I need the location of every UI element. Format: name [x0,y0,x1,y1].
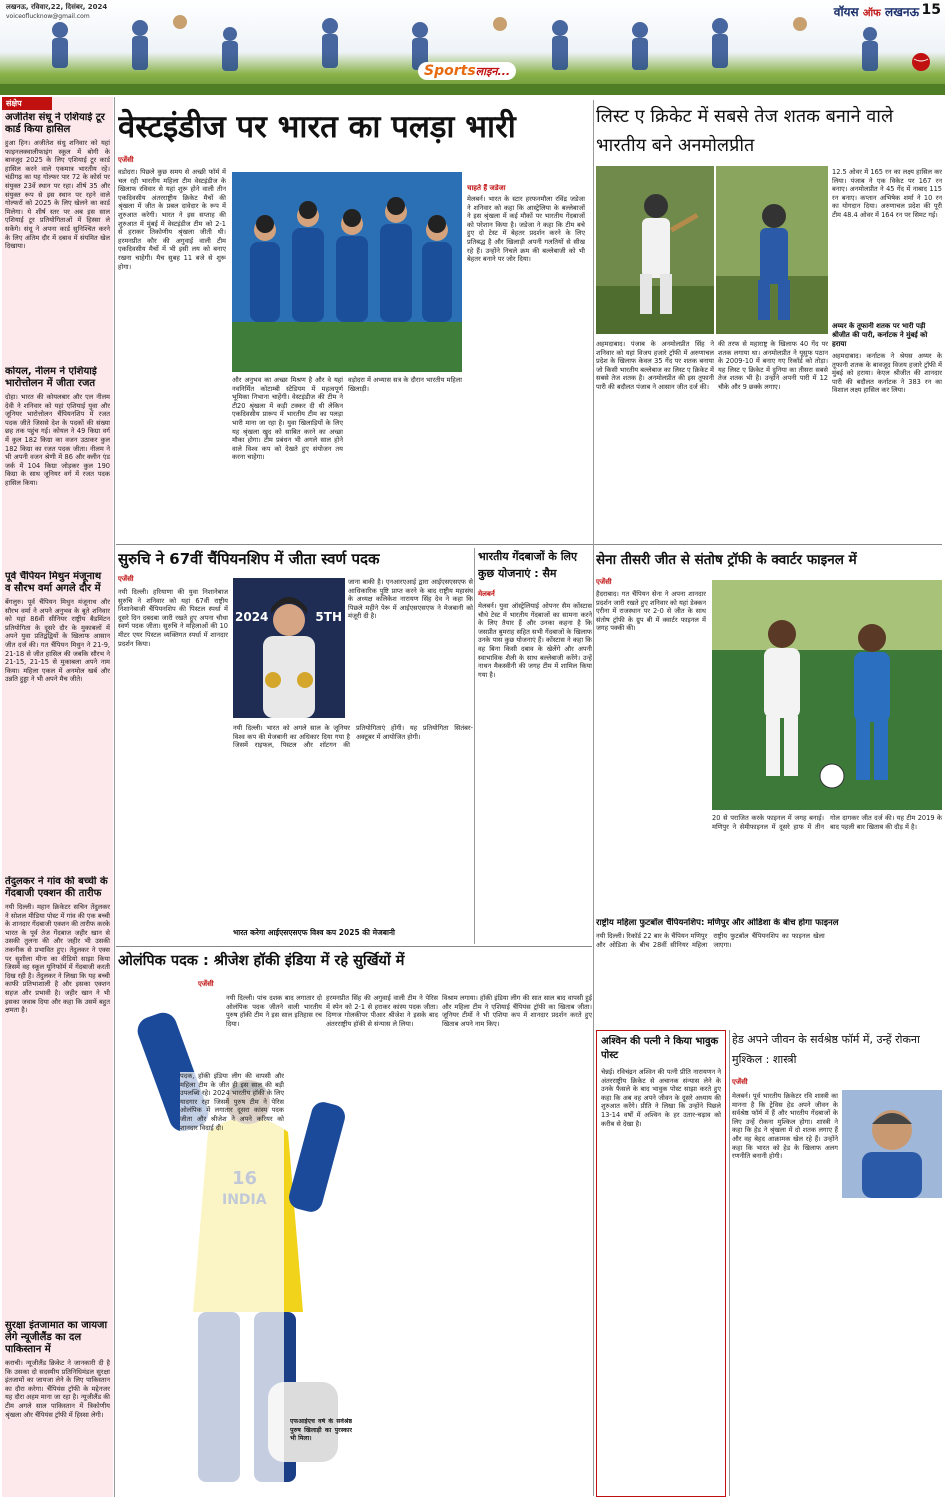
section-logo [418,62,516,80]
brand-c: लखनऊ [884,5,919,19]
womens-football [596,918,942,1028]
lead-headline: वेस्टइंडीज पर भारत का पलड़ा भारी [118,109,516,145]
brief-2 [5,366,110,566]
brief-4-title: तेंदुलकर ने गांव की बच्ची के गेंदबाजी एक्शन की तारीफ [5,876,108,899]
santosh-photo [712,580,942,810]
suruchi-col-1: नयी दिल्ली। हरियाणा की युवा निशानेबाज सुरुचि ने शनिवार को यहां 67वीं राष्ट्रीय निशानेबाजी चैंपियनशिप की पिस्टल स्पर्धा में दूसरे दिन दबदबा जारी रखते हुए अपना चौथा स्वर्ण पदक जीता। सुरुचि ने महिलाओं की 10 मीटर एयर पिस्टल व्यक्तिगत स्पर्धा में शानदार प्रदर्शन किया। [118,588,228,648]
column-rule [114,97,115,1497]
anmol-headline: लिस्ट ए क्रिकेट में सबसे तेज शतक बनाने वाले भारतीय बने अनमोलप्रीत [596,106,894,156]
suruchi-photo-mark: 5TH [315,610,342,624]
shastri-byline-text: एजेंसी [732,1078,748,1086]
anmol-col-1: अहमदाबाद। पंजाब के अनमोलप्रीत सिंह ने शनिवार को यहां विजय हजारे ट्रॉफी में अरुणाचल प्रदेश के खिलाफ केवल 35 गेंद पर शतक बनाया जो किसी भारतीय बल्लेबाज का लिस्ट ए क्रिकेट में सबसे तेज शतक है। अनमोलप्रीत की इस तूफानी पारी की बदौलत पंजाब ने आसान जीत दर्ज की। [596,340,714,391]
brand-a: वॉयस [833,5,859,19]
sidebar-label: संक्षेप [2,97,52,110]
masthead-banner [0,0,945,95]
lead-col-1: वडोदरा। पिछले कुछ समय से अच्छी फॉर्म में चल रही भारतीय महिला टीम वेस्टइंडीज के खिलाफ रविवार से यहां शुरू होने वाली तीन एकदिवसीय अंतरराष्ट्रीय क्रिकेट मैचों की श्रृंखला में जीत के प्रबल दावेदार के रूप में शुरुआत करेगी। भारत ने इस सप्ताह की शुरुआत में मुंबई में वेस्टइंडीज टीम को 2-1 से हराकर तिकोणीय श्रृंखला जीती थी। हरमनप्रीत कौर की अगुवाई वाली टीम एकदिवसीय मैचों में भी इसी लय को बनाए रखना चाहेगी। मैच सुबह 11 बजे से शुरू होगा। [118,168,226,271]
lead-col-2: और अनुभव का अच्छा मिश्रण है और वे यहां नवनिर्मित कोटाम्बी स्टेडियम में महत्वपूर्ण भूमिका निभाना चाहेंगी। वेस्टइंडीज की टीम ने टी20 श्रृंखला में कड़ी टक्कर दी थी लेकिन एकदिवसीय प्रारूप में भारतीय टीम का पलड़ा भारी माना जा रहा है। युवा खिलाड़ियों के लिए यह श्रृंखला खुद को साबित करने का अच्छा मौका होगा। टीम प्रबंधन भी अगले साल होने वाले विश्व कप को देखते हुए संयोजन तय करना चाहेगा। [232,376,343,462]
sam-headline: भारतीय गेंदबाजों के लिए कुछ योजनाएं : सैम [478,550,578,580]
anmol-col-3: 12.5 ओवर में 165 रन का लक्ष्य हासिल कर लिया। पंजाब ने एक विकेट पर 167 रन बनाए। अनमोलप्रीत ने 45 गेंद में नाबाद 115 रन बनाए। कप्तान अभिषेक शर्मा ने 10 रन का योगदान दिया। अरुणाचल प्रदेश की पूरी टीम 48.4 ओवर में 164 रन पर सिमट गई। [832,168,942,219]
page-number: 15 [921,2,941,18]
suruchi-byline-text: एजेंसी [118,575,134,583]
hockey-col-3: हरमनप्रीत सिंह की अगुवाई वाली टीम ने पेरिस में स्पेन को 2-1 से हराकर कांस्य पदक जीता। दिग्गज गोलकीपर पीआर श्रीजेश ने इसके बाद अंतरराष्ट्रीय हॉकी से संन्यास ले लिया। [326,994,438,1028]
shastri-photo [842,1090,942,1198]
anmol-sub-body: अहमदाबाद। कर्नाटक ने श्रेयस अय्यर के तूफानी शतक के बावजूद विजय हजारे ट्रॉफी में मुंबई को हराया। केएल श्रीजीत की शानदार पारी की बदौलत कर्नाटक ने 383 रन का विशाल लक्ष्य हासिल कर लिया। [832,352,942,395]
lead-photo-art [232,172,462,372]
divider [116,544,942,545]
brand [834,3,919,20]
shastri-headline: हेड अपने जीवन के सर्वश्रेष्ठ फॉर्म में, उन्हें रोकना मुश्किल : शास्त्री [732,1033,920,1066]
suruchi-col-2: जाना बाकी है। एनआरएआई द्वारा आईएसएसएफ से आधिकारिक पुष्टि प्राप्त करने के बाद राष्ट्रीय महासंघ के अध्यक्ष कलिकेश नारायण सिंह देव ने कहा कि पिछले महीने पेरू में आईएसएसएफ ने मेजबानी को मंजूरी दी है। [348,578,473,621]
womens-football-title: राष्ट्रीय महिला फुटबॉल चैंपियनशिप: मणिपुर और ओडिशा के बीच होगा फाइनल [596,918,839,928]
brief-3 [5,571,110,871]
lead-photo [232,172,462,372]
anmol-photo-2 [716,166,828,334]
hockey-col-2: नयी दिल्ली। पांच दशक बाद लगातार दो ओलंपिक पदक जीतने वाली भारतीय पुरुष हॉकी टीम ने इस साल इतिहास रच दिया। [226,994,322,1028]
brief-1-title: अजीतेश संधू ने एशियाई टूर कार्ड किया हासिल [5,112,105,135]
divider-2 [116,946,592,947]
brief-1 [5,112,110,362]
anmol-sub [832,322,942,538]
hockey-caption: एफआईएच वर्ष के सर्वश्रेष्ठ पुरुष खिलाड़ी का पुरस्कार भी मिला। [290,1418,352,1443]
anmol-photo-2-art [716,166,828,334]
shastri-body: मेलबर्न। पूर्व भारतीय क्रिकेटर रवि शास्त्री का मानना है कि ट्रेविस हेड अपने जीवन के सर्वश्रेष्ठ फॉर्म में हैं और भारतीय गेंदबाजों के लिए उन्हें रोकना मुश्किल होगा। शास्त्री ने कहा कि हेड ने श्रृंखला में दो शतक लगाए हैं और वह बेहद आक्रामक खेल रहे हैं। उन्होंने कहा कि भारत को हेड के खिलाफ अलग रणनीति बनानी होगी। [732,1092,838,1161]
sam-byline-text: मेलबर्न [478,590,495,598]
hockey-byline-text: एजेंसी [198,980,214,988]
column-rule [729,1030,730,1496]
anmol-photo-art [596,166,714,334]
suruchi-photo-num: 2024 [235,610,269,624]
shastri-photo-art [842,1090,942,1198]
ashwin-body: चेन्नई। रविचंद्रन अश्विन की पत्नी प्रीति नारायणन ने अंतरराष्ट्रीय क्रिकेट से अचानक संन्यास लेने के उनके फैसले के बाद भावुक पोस्ट साझा करते हुए कहा कि अब वह अपने जीवन के दूसरे अध्याय की शुरुआत करेंगे। प्रीति ने लिखा कि उन्होंने पिछले 13-14 वर्षों में अश्विन के हर उतार-चढ़ाव को करीब से देखा है। [601,1068,721,1128]
anmol-sub-title: अय्यर के तूफानी शतक पर भारी पड़ी श्रीजीत की पारी, कर्नाटक ने मुंबई को हराया [832,322,928,348]
column-rule [474,548,475,944]
brief-3-title: पूर्व चैंपियन मिथुन मंजूनाथ व सौरभ वर्मा अगले दौर में [5,571,102,594]
section-logo-b: लाइन... [475,65,511,78]
cricket-ball-icon [911,52,931,72]
hockey-col-4: विश्राम लगाया। हॉकी इंडिया लीग की सात साल बाद वापसी हुई और महिला टीम ने एशियाई चैंपियंस ट्रॉफी का खिताब जीता। जूनियर टीमों ने भी एशिया कप में शानदार प्रदर्शन करते हुए खिताब अपने नाम किए। [442,994,592,1028]
player-montage [0,0,945,95]
santosh-byline [596,578,612,589]
sam-byline [478,590,495,601]
brand-b: ऑफ [862,8,881,19]
suruchi-headline: सुरुचि ने 67वीं चैंपियनशिप में जीता स्वर्ण पदक [118,550,380,568]
ashwin-box [596,1030,726,1497]
lead-col-3-body: मेलबर्न। भारत के स्टार हरफनमौला रविंद्र जडेजा ने शनिवार को कहा कि आस्ट्रेलिया के बल्लेबाजों ने इस श्रृंखला में कई मौकों पर भारतीय गेंदबाजों को परेशान किया है। जडेजा ने कहा कि टीम बचे हुए दो टेस्ट में बेहतर प्रदर्शन करने के लिए प्रतिबद्ध है और खिलाड़ी अपनी गलतियों से सीख रहे हैं। उन्होंने निचले क्रम की बल्लेबाजी को भी बेहतर बनाने पर जोर दिया। [467,195,585,264]
brief-1-body: हुआ हिन। अजीतेश संधु शनिवार को यहां फाइनलक्वालीफाइंग स्कूल में बोगी के बावजूद 2025 के लिए एशियाई टूर कार्ड हासिल करने वाले एकमात्र भारतीय रहे। चंडीगढ़ का यह गोल्फर पार 72 के कोर्स पर संयुक्त 23वें स्थान पर रहा। शीर्ष 35 और संयुक्त रूप से इस स्थान पर रहने वाले गोल्फरों को 2025 के लिए खेलने का कार्ड मिलेगा। ये शीर्ष स्तर पर अब इस साल एशियाई टूर प्रतियोगिताओं में हिस्सा ले सकेंगे। संधू ने अपना कार्ड सुनिश्चित करने के लिए अंतिम दौर में दबाव में संयमित खेल दिखाया। [5,139,110,251]
hockey-col-1: पदक, हॉकी इंडिया लीग की वापसी और महिला टीम के जीत ही इस साल की बड़ी उपलब्धि रहे। 2024 भारतीय हॉकी के लिए यादगार रहा जिसमें पुरुष टीम ने पेरिस ओलंपिक में लगातार दूसरा कांस्य पदक जीता और श्रीजेश ने अपने करियर को शानदार विदाई दी। [180,1072,284,1492]
lead-byline [118,156,134,167]
brief-5 [5,1320,110,1496]
ashwin-headline: अश्विन की पत्नी ने किया भावुक पोस्ट [601,1036,719,1061]
hockey-byline [198,980,214,991]
santosh-byline-text: एजेंसी [596,578,612,586]
shastri-byline [732,1078,748,1089]
santosh-col-2: 20 से पराजित करके फाइनल में जगह बनाई। मणिपुर ने सेमीफाइनल में दूसरे हाफ में तीन गोल दागकर जीत दर्ज की। यह टीम 2019 के बाद पहली बार खिताब की दौड़ में है। [712,814,942,831]
section-logo-a: Sports [424,63,476,79]
anmol-photo [596,166,714,334]
suruchi-photo [233,578,345,718]
suruchi-byline [118,575,134,586]
suruchi-col-3: नयी दिल्ली। भारत को अगले साल के जूनियर विश्व कप की मेजबानी का अधिकार दिया गया है जिसमें राइफल, पिस्टल और शॉटगन की प्रतियोगिताएं होंगी। यह प्रतियोगिता सितंबर-अक्टूबर में आयोजित होगी। [233,724,473,750]
lead-col-3 [467,184,585,540]
santosh-photo-art [712,580,942,810]
santosh-headline: सेना तीसरी जीत से संतोष ट्रॉफी के क्वार्टर फाइनल में [596,552,857,568]
lead-col-3-title: चाहते हैं जडेजा [467,184,506,192]
brief-5-title: सुरक्षा इंतजामात का जायजा लेगे न्यूजीलैंड का दल पाकिस्तान में [5,1320,108,1355]
womens-football-body: नयी दिल्ली। रिकॉर्ड 22 बार के चैंपियन मणिपुर और ओडिशा के बीच 28वीं सीनियर महिला राष्ट्रीय फुटबॉल चैंपियनशिप का फाइनल खेला जाएगा। [596,932,825,949]
dateline: लखनऊ, रविवार,22, दिसंबर, 2024 [6,3,108,11]
suruchi-photo-art [233,578,345,718]
sam-body: मेलबर्न। युवा ऑस्ट्रेलियाई ओपनर सैम कोंस्टास चौथे टेस्ट में भारतीय गेंदबाजों का सामना करने के लिए तैयार हैं और उनका कहना है कि जसप्रीत बुमराह सहित सभी गेंदबाजों के खिलाफ उनके पास कुछ योजनाएं हैं। कोंस्टास ने कहा कि वह बिना किसी दबाव के खेलेंगे और अपनी स्वाभाविक शैली के साथ बल्लेबाजी करेंगे। उन्हें नाथन मैकस्वीनी की जगह टीम में शामिल किया गया है। [478,602,592,679]
brief-3-body: बेंगलुरु। पूर्व चैंपियन मिथुन मंजूनाथ और सौरभ वर्मा ने अपने अनुभव के बूते शनिवार को यहां 86वीं सीनियर राष्ट्रीय बैडमिंटन प्रतियोगिता के दूसरे दौर के मुकाबलों में अपने युवा प्रतिद्वंद्वियों के खिलाफ आसान जीत दर्ज की। गत चैंपियन मिथुन ने 21-9, 21-18 से जीत हासिल की जबकि सौरभ ने 21-15, 21-15 से मुकाबला अपने नाम किया। महिला एकल में अनमोल खर्ब और उन्नति हुड्डा ने भी अपने मैच जीते। [5,598,110,684]
column-rule [593,100,594,1496]
brief-2-body: दोहा। भारत की कोयलबार और एल नीलम देवी ने शनिवार को यहां एशियाई युवा और जूनियर भारोत्तोलन चैंपियनशिप में रजत पदक जीते जिससे देश के पदकों की संख्या छह तक पहुंच गई। कोयल ने 49 किग्रा वर्ग में कुल 182 किग्रा का वजन उठाकर कुल 182 किग्रा का रजत पदक जीता। नीलम ने भी अपनी वजन श्रेणी में 86 और क्लीन एंड जर्क में 104 किग्रा जोड़कर कुल 190 किग्रा के साथ जूनियर वर्ग में रजत पदक हासिल किया। [5,393,110,487]
anmol-col-2: की तरफ से महाराष्ट्र के खिलाफ 40 गेंद पर शतक लगाया था। अनमोलप्रीत ने यूसुफ पठान के 2009-10 में बनाए गए रिकॉर्ड को तोड़ा। यह लिस्ट ए क्रिकेट में दुनिया का तीसरा सबसे तेज शतक भी है। उन्होंने अपनी पारी में 12 चौके और 9 छक्के लगाए। [718,340,828,391]
lead-byline-text: एजेंसी [118,156,134,164]
brief-4-body: नयी दिल्ली। महान क्रिकेटर सचिन तेंदुलकर ने सोशल मीडिया पोस्ट में गांव की एक बच्ची के शानदार गेंदबाजी एक्शन की तारीफ करके भारत के पूर्व तेज गेंदबाज जहीर खान से उसकी तुलना की और जहीर भी उसकी तकनीक से प्रभावित हुए। तेंदुलकर ने एक्स पर सुशीला मीना का वीडियो साझा किया जिसमें वह स्कूल यूनिफॉर्म में गेंदबाजी करती दिख रही है। तेंदुलकर ने लिखा कि यह बच्ची काफी प्रतिभाशाली है और इसका एक्शन सहज और प्रभावी है। जहीर खान ने भी इसका जवाब दिया और कहा कि उसमें बहुत क्षमता है। [5,903,110,1015]
brief-5-body: कराची। न्यूजीलैंड क्रिकेट ने जानकारी दी है कि उसका दो सदस्यीय प्रतिनिधिमंडल सुरक्षा इंतजामों का जायजा लेने के लिए पाकिस्तान का दौरा करेगा। चैंपियंस ट्रॉफी के मद्देनजर यह दौरा अहम माना जा रहा है। न्यूजीलैंड की टीम अगले साल पाकिस्तान में त्रिकोणीय श्रृंखला और चैंपियंस ट्रॉफी में हिस्सा लेगी। [5,1359,110,1419]
suruchi-sub: भारत करेगा आईएसएसएफ विश्व कप 2025 की मेजबानी [233,928,395,937]
lead-caption: वड़ोदरा में अभ्यास सत्र के दौरान भारतीय महिला खिलाड़ी। [348,376,462,393]
email: voiceoflucknow@gmail.com [6,13,90,20]
hockey-headline: ओलंपिक पदक : श्रीजेश हॉकी इंडिया में रहे सुर्खियों में [118,953,405,969]
santosh-col-1: हैदराबाद। गत चैंपियन सेना ने अपना शानदार प्रदर्शन जारी रखते हुए शनिवार को यहां डेक्कन एरीना में राजस्थान पर 2-0 से जीत के साथ संतोष ट्रॉफी के ग्रुप बी में क्वार्टर फाइनल में जगह पक्की की। [596,590,706,633]
brief-4 [5,876,110,1316]
brief-2-title: कोयल, नीलम ने एशियाई भारोत्तोलन में जीता रजत [5,366,97,389]
